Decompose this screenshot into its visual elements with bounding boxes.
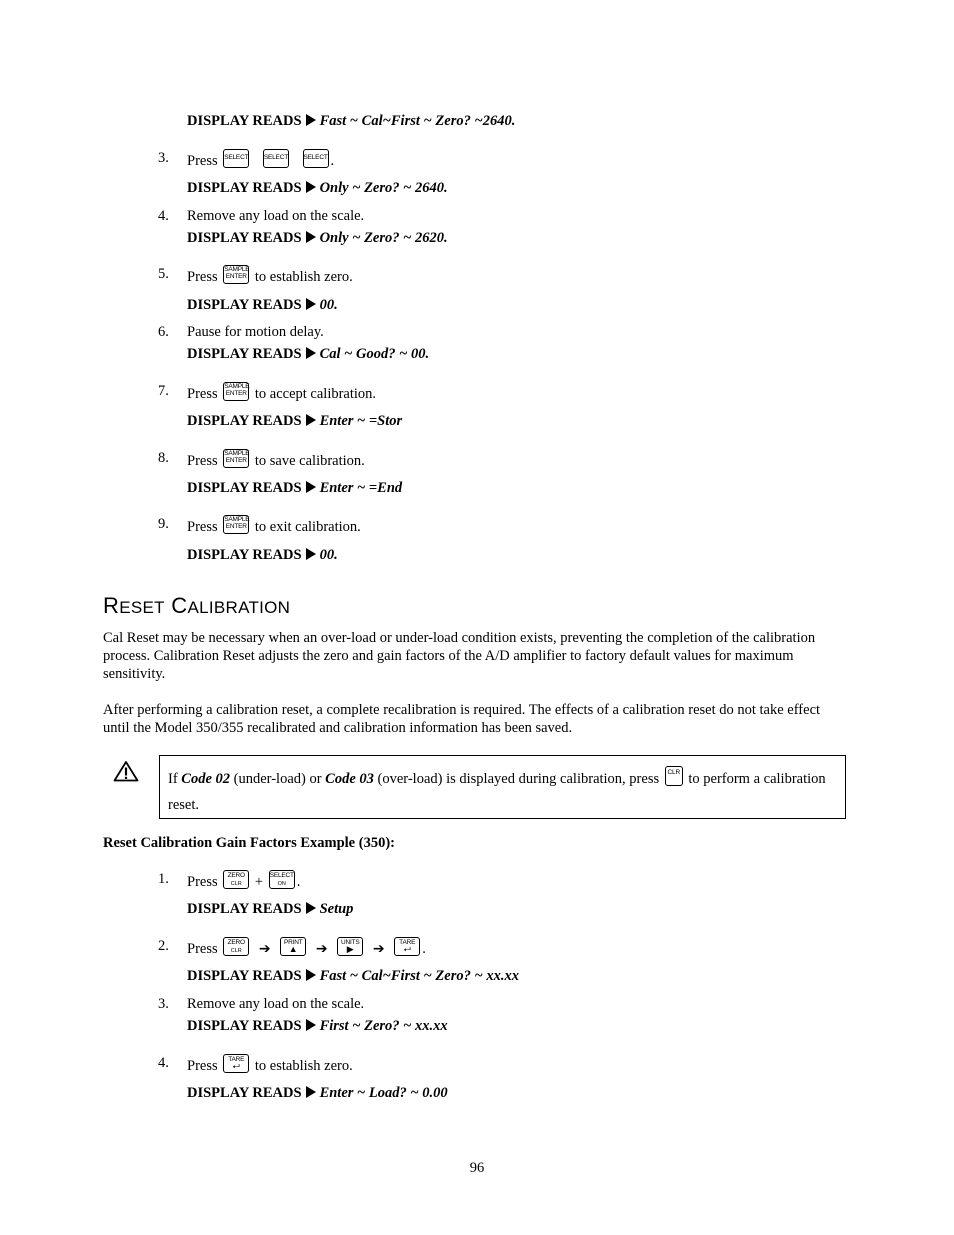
step-3: Press SELECT SELECT SELECT . xyxy=(187,149,334,170)
step-number: 8. xyxy=(158,450,169,466)
example-step-4: Press TARE ⮠ to establish zero. xyxy=(187,1056,353,1074)
play-triangle-icon xyxy=(306,298,316,310)
tare-enter-key-icon: TARE ⮠ xyxy=(394,937,420,956)
play-triangle-icon xyxy=(306,414,316,426)
display-reads-line: DISPLAY READS First ~ Zero? ~ xx.xx xyxy=(187,1018,448,1034)
display-reads-line: DISPLAY READS 00. xyxy=(187,297,338,313)
note-text: If Code 02 (under-load) or Code 03 (over-load) is displayed during calibration, press CLR to perform a calibration reset. xyxy=(168,766,828,818)
select-on-key-icon: SELECT ON xyxy=(269,870,295,889)
select-key-icon: SELECT xyxy=(223,149,249,168)
code-03: Code 03 xyxy=(325,771,374,787)
display-reads-line: DISPLAY READS Enter ~ =End xyxy=(187,480,403,496)
right-arrow-icon: ➔ xyxy=(372,941,385,957)
play-triangle-icon xyxy=(306,114,316,126)
note-box xyxy=(159,755,846,819)
example-step-2: Press ZERO CLR ➔ PRINT ▲ ➔ UNITS ▶ ➔ TARE ⮠ . xyxy=(187,939,426,957)
display-reads-line: DISPLAY READS Cal ~ Good? ~ 00. xyxy=(187,346,430,362)
section-heading: RESET CALIBRATION xyxy=(103,593,291,618)
sample-enter-key-icon: SAMPLE ENTER xyxy=(223,449,249,468)
press-text: Press xyxy=(187,153,218,169)
step-9: Press SAMPLE ENTER to exit calibration. xyxy=(187,516,361,535)
step-text: Pause for motion delay. xyxy=(187,324,324,340)
step-text: Remove any load on the scale. xyxy=(187,208,365,224)
sample-enter-key-icon: SAMPLE ENTER xyxy=(223,515,249,534)
step-8: Press SAMPLE ENTER to save calibration. xyxy=(187,450,365,469)
code-02: Code 02 xyxy=(181,771,231,787)
step-5: Press SAMPLE ENTER to establish zero. xyxy=(187,266,353,285)
play-triangle-icon xyxy=(306,902,316,914)
display-reads-line: DISPLAY READS Setup xyxy=(187,901,354,917)
step-number: 2. xyxy=(158,938,169,954)
section-paragraph: Cal Reset may be necessary when an over-load or under-load condition exists, preventing the completion of the calibration process. Calibration Reset adjusts the zero and gain factors of the A/D amplifier to factory default values for maximum sensitivity. xyxy=(103,630,816,682)
display-reads-line: DISPLAY READS Enter ~ Load? ~ 0.00 xyxy=(187,1085,448,1101)
play-triangle-icon xyxy=(306,181,316,193)
display-label: DISPLAY READS xyxy=(187,113,302,129)
display-reads-line: DISPLAY READS Only ~ Zero? ~ 2620. xyxy=(187,230,448,246)
select-key-icon: SELECT xyxy=(263,149,289,168)
step-number: 1. xyxy=(158,871,169,887)
step-number: 4. xyxy=(158,208,169,224)
play-triangle-icon xyxy=(306,347,316,359)
sample-enter-key-icon: SAMPLE ENTER xyxy=(223,382,249,401)
section-paragraph: After performing a calibration reset, a complete recalibration is required. The effects of a calibration reset do not take effect until the Model 350/355 recalibrated and calibration information has been saved. xyxy=(103,702,821,736)
step-number: 7. xyxy=(158,383,169,399)
display-reads-line: DISPLAY READS 00. xyxy=(187,547,338,563)
step-number: 4. xyxy=(158,1055,169,1071)
play-triangle-icon xyxy=(306,481,316,493)
example-step-1: Press ZERO CLR + SELECT ON . xyxy=(187,872,301,890)
sample-enter-key-icon: SAMPLE ENTER xyxy=(223,265,249,284)
example-title: Reset Calibration Gain Factors Example (350): xyxy=(103,835,395,851)
play-triangle-icon xyxy=(306,1019,316,1031)
page-number: 96 xyxy=(469,1160,485,1176)
step-number: 9. xyxy=(158,516,169,532)
step-text: Remove any load on the scale. xyxy=(187,996,365,1012)
step-number: 5. xyxy=(158,266,169,282)
display-reads-line: DISPLAY READS Enter ~ =Stor xyxy=(187,413,403,429)
clr-key-icon: CLR xyxy=(665,766,683,786)
play-triangle-icon xyxy=(306,231,316,243)
play-triangle-icon xyxy=(306,1086,316,1098)
select-key-icon: SELECT xyxy=(303,149,329,168)
print-up-key-icon: PRINT ▲ xyxy=(280,937,306,956)
display-reads-line: DISPLAY READS Only ~ Zero? ~ 2640. xyxy=(187,180,448,196)
zero-clr-key-icon: ZERO CLR xyxy=(223,870,249,889)
right-arrow-icon: ➔ xyxy=(315,941,328,957)
zero-clr-key-icon: ZERO CLR xyxy=(223,937,249,956)
right-arrow-icon: ➔ xyxy=(258,941,271,957)
play-triangle-icon xyxy=(306,548,316,560)
step-number: 3. xyxy=(158,150,169,166)
step-7: Press SAMPLE ENTER to accept calibration. xyxy=(187,383,377,402)
display-value: Fast ~ Cal~First ~ Zero? ~2640. xyxy=(319,113,516,129)
display-reads-line xyxy=(187,112,515,130)
play-triangle-icon xyxy=(306,969,316,981)
step-number: 3. xyxy=(158,996,169,1012)
warning-icon xyxy=(113,760,139,782)
tare-enter-key-icon: TARE ⮠ xyxy=(223,1054,249,1073)
display-reads-line: DISPLAY READS Fast ~ Cal~First ~ Zero? ~ xx.xx xyxy=(187,968,519,984)
units-right-key-icon: UNITS ▶ xyxy=(337,937,363,956)
step-number: 6. xyxy=(158,324,169,340)
